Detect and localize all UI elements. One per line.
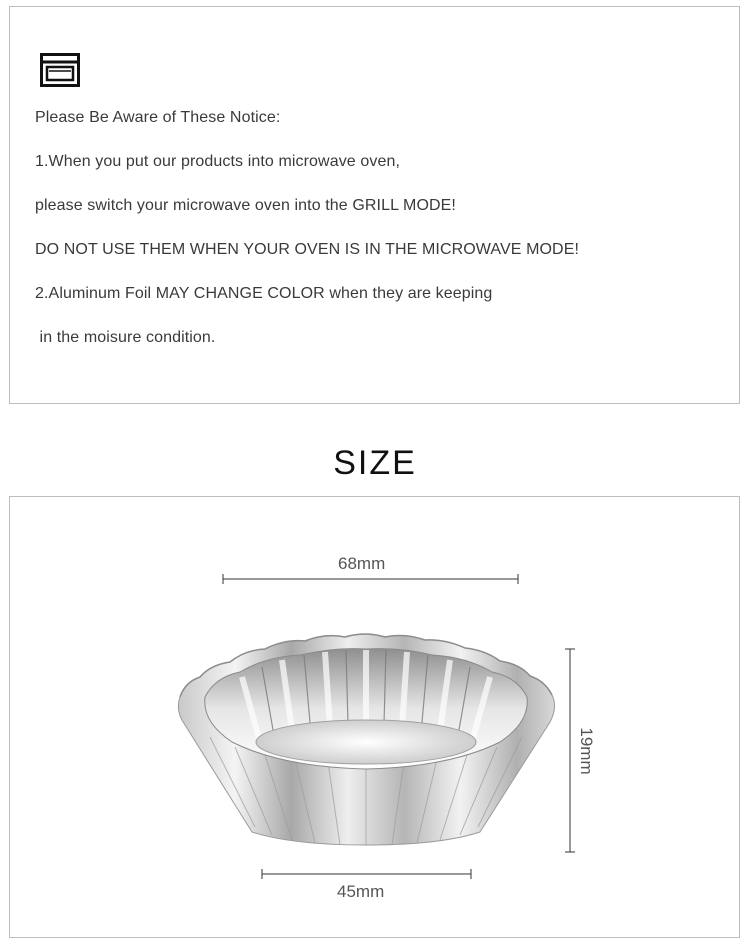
notice-line-5: in the moisure condition. <box>35 329 216 346</box>
top-diameter-line <box>223 574 518 584</box>
size-title: SIZE <box>333 444 417 482</box>
bottom-diameter-line <box>262 869 471 879</box>
bottom-diameter-label: 45mm <box>337 882 385 901</box>
size-box <box>9 496 740 938</box>
notice-box <box>9 6 740 404</box>
notice-line-1: 1.When you put our products into microwave oven, <box>35 153 400 170</box>
notice-line-2: please switch your microwave oven into the GRILL MODE! <box>35 197 456 214</box>
oven-icon <box>40 53 80 87</box>
height-line <box>565 649 575 852</box>
top-diameter-label: 68mm <box>338 554 386 573</box>
notice-heading: Please Be Aware of These Notice: <box>35 109 281 126</box>
tart-cup-image <box>178 634 554 845</box>
notice-line-4: 2.Aluminum Foil MAY CHANGE COLOR when they are keeping <box>35 285 493 302</box>
height-label: 19mm <box>577 727 596 775</box>
notice-line-3: DO NOT USE THEM WHEN YOUR OVEN IS IN THE MICROWAVE MODE! <box>35 241 580 258</box>
